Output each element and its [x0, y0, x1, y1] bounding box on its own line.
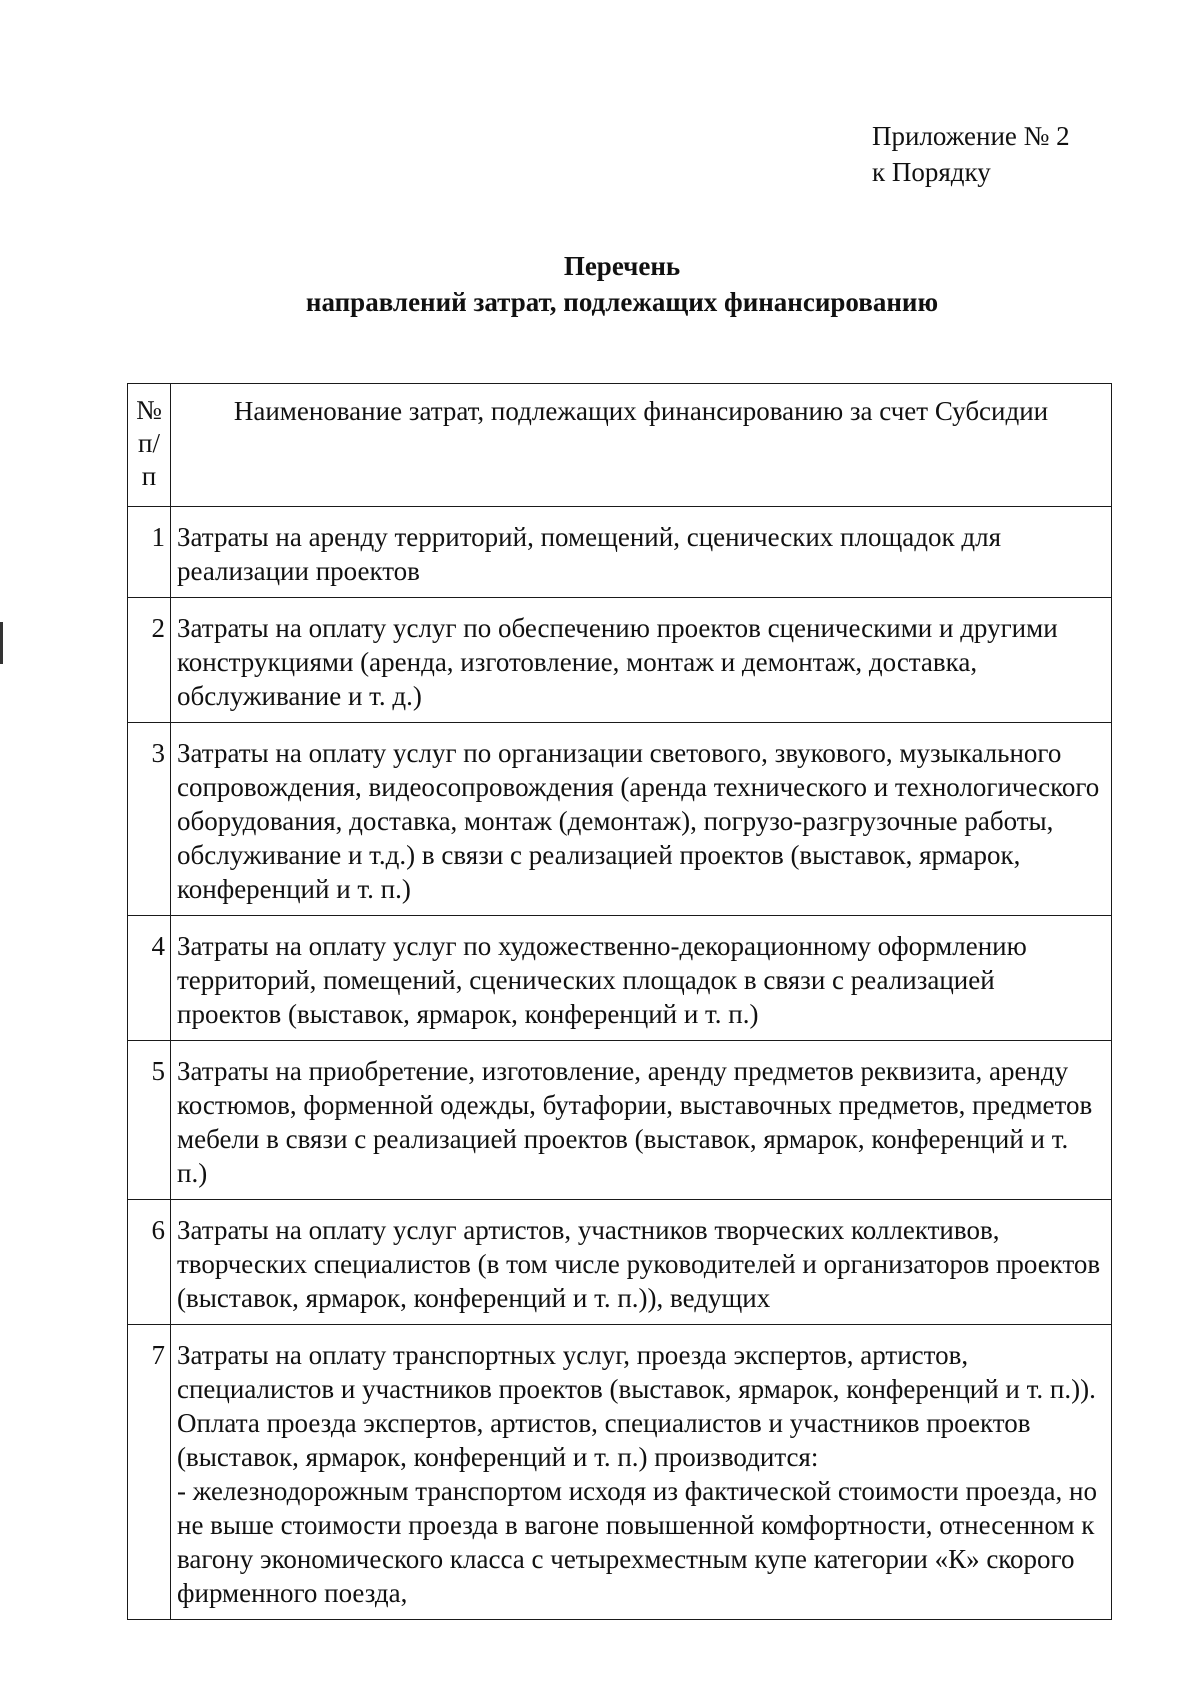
column-header-number: № п/ п — [128, 384, 171, 507]
table-row — [128, 507, 1112, 598]
row-description: Затраты на приобретение, изготовление, аренду предметов реквизита, аренду костюмов, форменной одежды, бутафории, выставочных предметов, предметов мебели в связи с реализацией проектов (выставок, ярмарок, конференций и т. п.) — [171, 1041, 1112, 1200]
appendix-parent-doc: к Порядку — [872, 157, 991, 187]
table-row — [128, 1200, 1112, 1325]
table-row — [128, 598, 1112, 723]
row-description: Затраты на оплату услуг по художественно-декорационному оформлению территорий, помещений, сценических площадок в связи с реализацией проектов (выставок, ярмарок, конференций и т. п.) — [171, 916, 1112, 1041]
table-row — [128, 723, 1112, 916]
row-number: 7 — [128, 1325, 171, 1620]
row-number: 4 — [128, 916, 171, 1041]
row-number: 1 — [128, 507, 171, 598]
row-description: Затраты на оплату услуг артистов, участников творческих коллективов, творческих специалистов (в том числе руководителей и организаторов проектов (выставок, ярмарок, конференций и т. п.)), ведущих — [171, 1200, 1112, 1325]
cost-directions-table — [127, 383, 1112, 1620]
row-number: 3 — [128, 723, 171, 916]
appendix-number: Приложение № 2 — [872, 121, 1070, 151]
column-header-name: Наименование затрат, подлежащих финансированию за счет Субсидии — [171, 384, 1112, 507]
table-row — [128, 1325, 1112, 1620]
row-description: Затраты на оплату услуг по организации светового, звукового, музыкального сопровождения, видеосопровождения (аренда технического и технологического оборудования, доставка, монтаж (демонтаж), погрузо-разгрузочные работы, обслуживание и т.д.) в связи с реализацией проектов (выставок, ярмарок, конференций и т. п.) — [171, 723, 1112, 916]
table-row — [128, 1041, 1112, 1200]
row-number: 5 — [128, 1041, 171, 1200]
document-title — [0, 248, 1200, 320]
row-number: 2 — [128, 598, 171, 723]
row-description: Затраты на оплату услуг по обеспечению проектов сценическими и другими конструкциями (аренда, изготовление, монтаж и демонтаж, доставка, обслуживание и т. д.) — [171, 598, 1112, 723]
scan-edge-mark — [0, 622, 3, 664]
row-number: 6 — [128, 1200, 171, 1325]
appendix-reference — [872, 118, 1070, 190]
title-line-2: направлений затрат, подлежащих финансированию — [305, 287, 939, 317]
table-row — [128, 916, 1112, 1041]
title-line-1: Перечень — [563, 251, 681, 281]
table-header-row — [128, 384, 1112, 507]
row-description: Затраты на аренду территорий, помещений, сценических площадок для реализации проектов — [171, 507, 1112, 598]
row-description: Затраты на оплату транспортных услуг, проезда экспертов, артистов, специалистов и участников проектов (выставок, ярмарок, конференций и т. п.)). Оплата проезда экспертов, артистов, специалистов и участников проектов (выставок, ярмарок, конференций и т. п.) производится: - железнодорожным транспортом исходя из фактической стоимости проезда, но не выше стоимости проезда в вагоне повышенной комфортности, отнесенном к вагону экономического класса с четырехместным купе категории «К» скорого фирменного поезда, — [171, 1325, 1112, 1620]
